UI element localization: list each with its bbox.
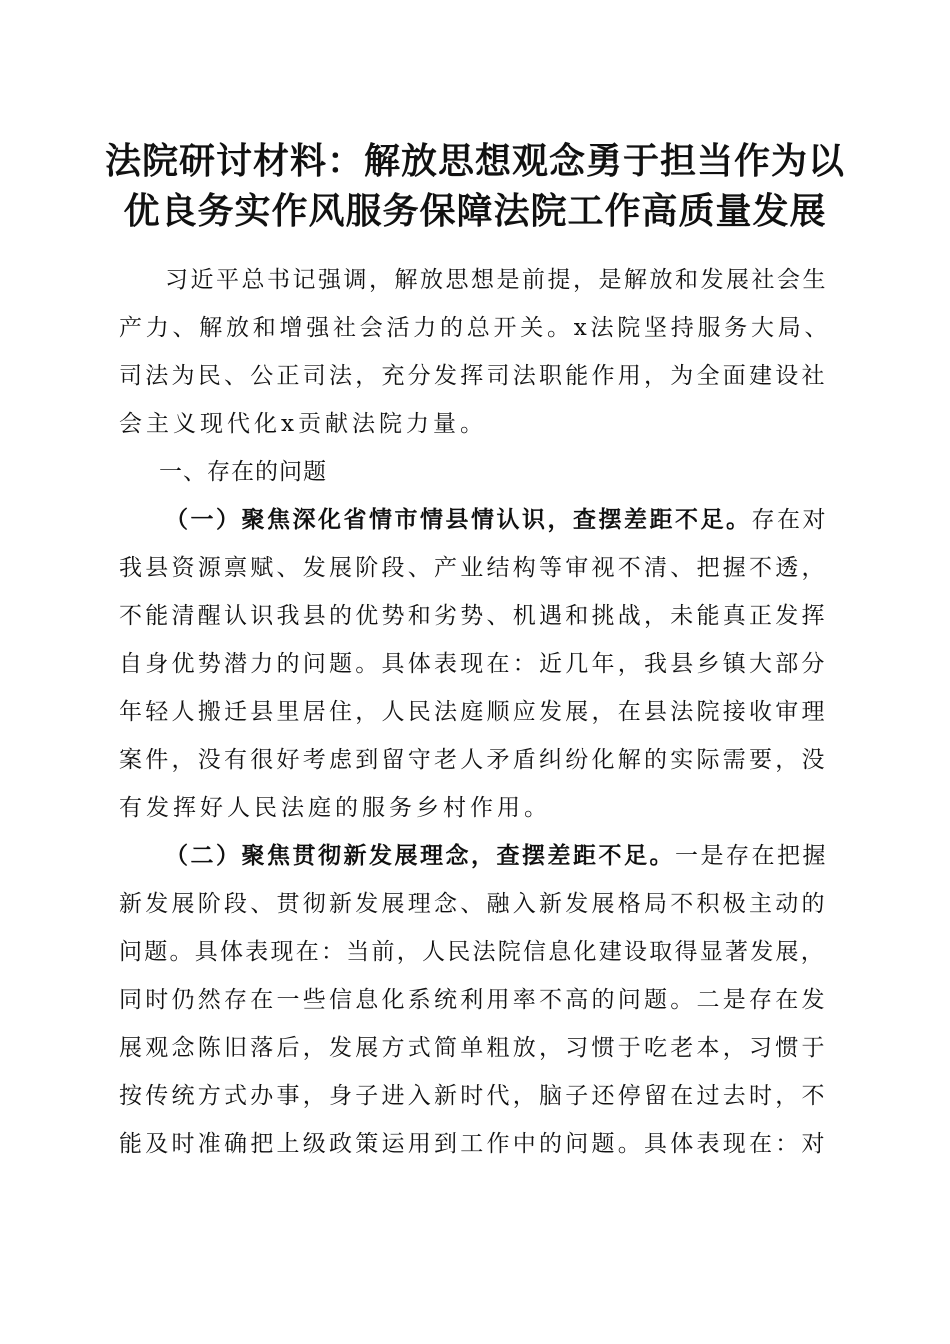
sub-section-1-line: 自身优势潜力的问题。具体表现在：近几年，我县乡镇大部分 bbox=[119, 651, 828, 677]
sub-section-1-line: 案件，没有很好考虑到留守老人矛盾纠纷化解的实际需要，没 bbox=[119, 747, 828, 773]
title-line-1: 法院研讨材料：解放思想观念勇于担当作为以 bbox=[104, 140, 845, 182]
sub-section-2-paragraph bbox=[119, 832, 831, 1168]
sub-section-2-line: 新发展阶段、贯彻新发展理念、融入新发展格局不积极主动的 bbox=[119, 891, 828, 917]
sub-section-1-first-line bbox=[119, 496, 831, 544]
intro-line-4: 会主义现代化x贡献法院力量。 bbox=[119, 411, 487, 437]
sub-section-2-first-line-rest: 一是存在把握 bbox=[675, 843, 828, 869]
sub-section-2-line: 按传统方式办事，身子进入新时代，脑子还停留在过去时，不 bbox=[119, 1083, 828, 1109]
sub-section-1-line: 我县资源禀赋、发展阶段、产业结构等审视不清、把握不透， bbox=[119, 555, 828, 581]
sub-section-2-lead: （二）聚焦贯彻新发展理念，查摆差距不足。 bbox=[165, 842, 675, 869]
sub-section-1-line: 有发挥好人民法庭的服务乡村作用。 bbox=[119, 795, 551, 821]
sub-section-1-line: 不能清醒认识我县的优势和劣势、机遇和挑战，未能真正发挥 bbox=[119, 603, 828, 629]
title-line-2: 优良务实作风服务保障法院工作高质量发展 bbox=[123, 190, 827, 232]
sub-section-2-line: 能及时准确把上级政策运用到工作中的问题。具体表现在：对 bbox=[119, 1131, 828, 1157]
intro-line-1: 习近平总书记强调，解放思想是前提，是解放和发展社会生 bbox=[165, 267, 828, 293]
sub-section-2-line: 同时仍然存在一些信息化系统利用率不高的问题。二是存在发 bbox=[119, 987, 828, 1013]
sub-section-1-paragraph bbox=[119, 496, 831, 832]
intro-line-2: 产力、解放和增强社会活力的总开关。x法院坚持服务大局、 bbox=[119, 315, 832, 341]
sub-section-2-first-line bbox=[119, 832, 831, 880]
sub-section-2-line: 问题。具体表现在：当前，人民法院信息化建设取得显著发展， bbox=[119, 939, 826, 965]
intro-line-3: 司法为民、公正司法，充分发挥司法职能作用，为全面建设社 bbox=[119, 363, 828, 389]
intro-paragraph bbox=[119, 256, 831, 448]
sub-section-1-lead: （一）聚焦深化省情市情县情认识，查摆差距不足。 bbox=[165, 506, 752, 533]
sub-section-2-line: 展观念陈旧落后，发展方式简单粗放，习惯于吃老本，习惯于 bbox=[119, 1035, 828, 1061]
sub-section-1-line: 年轻人搬迁县里居住，人民法庭顺应发展，在县法院接收审理 bbox=[119, 699, 828, 725]
sub-section-1-first-line-rest: 存在对 bbox=[751, 507, 828, 533]
document-title bbox=[100, 136, 850, 236]
document-body bbox=[119, 256, 831, 1168]
section-heading: 一、存在的问题 bbox=[159, 459, 327, 485]
